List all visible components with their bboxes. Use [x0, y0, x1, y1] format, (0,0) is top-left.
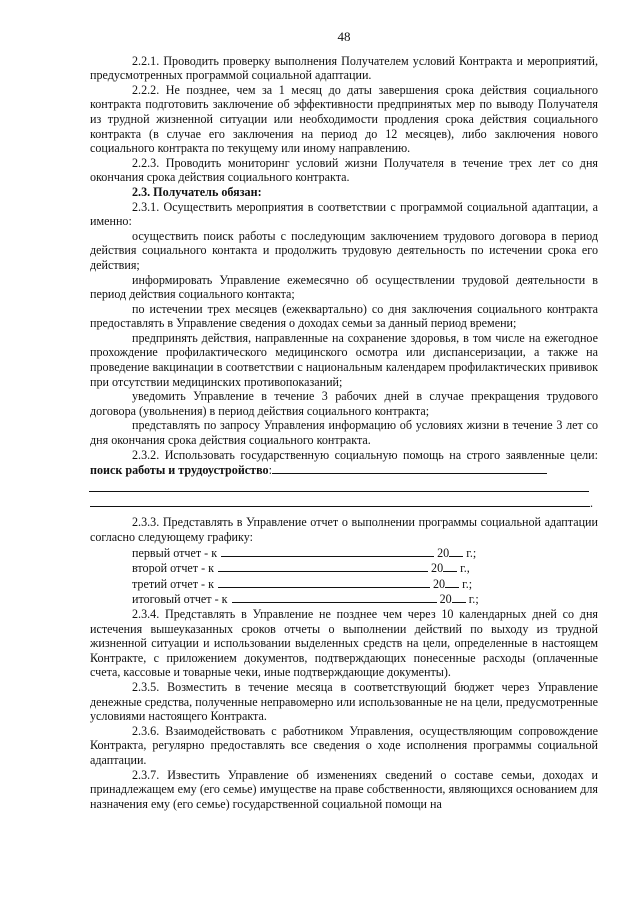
report-label: третий отчет - к: [132, 576, 214, 591]
report-year-blank[interactable]: [449, 545, 463, 557]
report-year-blank[interactable]: [443, 560, 457, 572]
purpose-end-period: .: [590, 495, 594, 510]
report-row-3: [90, 576, 598, 592]
report-label: второй отчет - к: [132, 561, 215, 576]
report-year-blank[interactable]: [445, 576, 459, 588]
activity-inform-monthly: информировать Управление ежемесячно об осуществлении трудовой деятельности в период действия социального контакта;: [90, 272, 598, 302]
purpose-blank-line-2: [89, 478, 589, 492]
report-year-prefix: 20: [436, 592, 452, 607]
clause-2-2-2: 2.2.2. Не позднее, чем за 1 месяц до даты завершения срока действия социального контракта подготовить заключение об эффективности предпринятых мер по выводу Получателя из трудной жизненной ситуации или необходимости продления срока действия социального контракта (в случае его заключения на период до 12 месяцев), либо заключения нового социального контракта по текущему или иному направлению.: [90, 82, 598, 156]
purpose-blank-row-3: [90, 493, 598, 511]
purpose-blank-line-3: [90, 493, 590, 507]
clause-2-2-3: 2.2.3. Проводить мониторинг условий жизни Получателя в течение трех лет со дня окончания срока действия социального контракта.: [90, 155, 598, 185]
clause-2-3-3: 2.3.3. Представлять в Управление отчет о выполнении программы социальной адаптации согласно следующему графику:: [90, 515, 598, 544]
report-date-blank[interactable]: [218, 560, 428, 572]
report-year-prefix: 20: [428, 561, 444, 576]
activity-health: предпринять действия, направленные на сохранение здоровья, в том числе на ежегодное прохождение профилактического медицинского осмотра или диспансеризации, а также на проведение вакцинации в соответствии с национальным календарем профилактических прививок при отсутствии медицинских противопоказаний;: [90, 330, 598, 389]
report-label: итоговый отчет - к: [132, 592, 228, 607]
clause-2-3-bold: 2.3. Получатель обязан:: [132, 184, 262, 199]
report-row-4: [90, 591, 598, 607]
activity-notify-dismissal: уведомить Управление в течение 3 рабочих дней в случае прекращения трудового договора (увольнения) в период действия социального контракта;: [90, 389, 598, 418]
report-year-suffix: г.;: [459, 576, 473, 591]
report-year-prefix: 20: [429, 576, 446, 591]
page-number: 48: [337, 29, 351, 44]
report-year-blank[interactable]: [452, 591, 466, 603]
clause-2-3-heading: [90, 185, 598, 200]
clause-2-3-1: 2.3.1. Осуществить мероприятия в соответствии с программой социальной адаптации, а именно:: [90, 199, 598, 229]
clause-2-3-5: 2.3.5. Возместить в течение месяца в соответствующий бюджет через Управление денежные средства, полученные неправомерно или использованные не на цели, предусмотренные условиями настоящего Контракта.: [90, 679, 598, 724]
report-row-1: [90, 545, 598, 561]
report-year-suffix: г.;: [463, 545, 477, 560]
report-label: первый отчет - к: [132, 545, 218, 560]
clause-2-3-2-purpose: поиск работы и трудоустройство: [90, 463, 269, 478]
clause-2-3-4: 2.3.4. Представлять в Управление не позднее чем через 10 календарных дней со дня истечения вышеуказанных сроков отчеты о выполнении действий по выходу из трудной жизненной ситуации и использовании выделенных средств на цели, определенные в настоящем Контракте, с приложением документов, подтверждающих понесенные расходы (оплаченные счета, кассовые и товарные чеки, иные подтверждающие документы).: [90, 606, 598, 680]
clause-2-3-2: [90, 448, 598, 478]
clause-2-3-6: 2.3.6. Взаимодействовать с работником Управления, осуществляющим сопровождение Контракта, регулярно предоставлять все сведения о ходе исполнения программы социальной адаптации.: [90, 723, 598, 767]
clause-2-3-2-text: 2.3.2. Использовать государственную социальную помощь на строго заявленные цели:: [132, 447, 598, 462]
report-date-blank[interactable]: [221, 545, 434, 557]
clause-2-2-1: 2.2.1. Проводить проверку выполнения Получателем условий Контракта и мероприятий, предусмотренных программой социальной адаптации.: [90, 53, 598, 83]
report-year-prefix: 20: [434, 545, 450, 560]
activity-job-search: осуществить поиск работы с последующим заключением трудового договора в период действия социального контакта и продолжить трудовую деятельность по истечении срока его действия;: [90, 228, 598, 272]
report-year-suffix: г.;: [465, 592, 479, 607]
report-date-blank[interactable]: [232, 591, 437, 603]
activity-income-report: по истечении трех месяцев (ежеквартально) со дня заключения социального контракта предоставлять в Управление сведения о доходах семьи за данный период времени;: [90, 301, 598, 331]
purpose-blank-line: [272, 462, 547, 474]
clause-2-3-7: 2.3.7. Известить Управление об изменениях сведений о составе семьи, доходах и принадлежащем ему (его семье) имуществе на праве собственности, являющихся основанием для назначения ему (его семье) государственной социальной помощи на: [90, 767, 598, 811]
activity-living-conditions: представлять по запросу Управления информацию об условиях жизни в течение 3 лет со дня окончания срока действия социального контракта.: [90, 418, 598, 448]
report-date-blank[interactable]: [218, 576, 430, 588]
report-year-suffix: г.,: [457, 561, 470, 576]
report-row-2: [90, 560, 598, 576]
clause-2-3-2-colon: :: [268, 463, 272, 478]
